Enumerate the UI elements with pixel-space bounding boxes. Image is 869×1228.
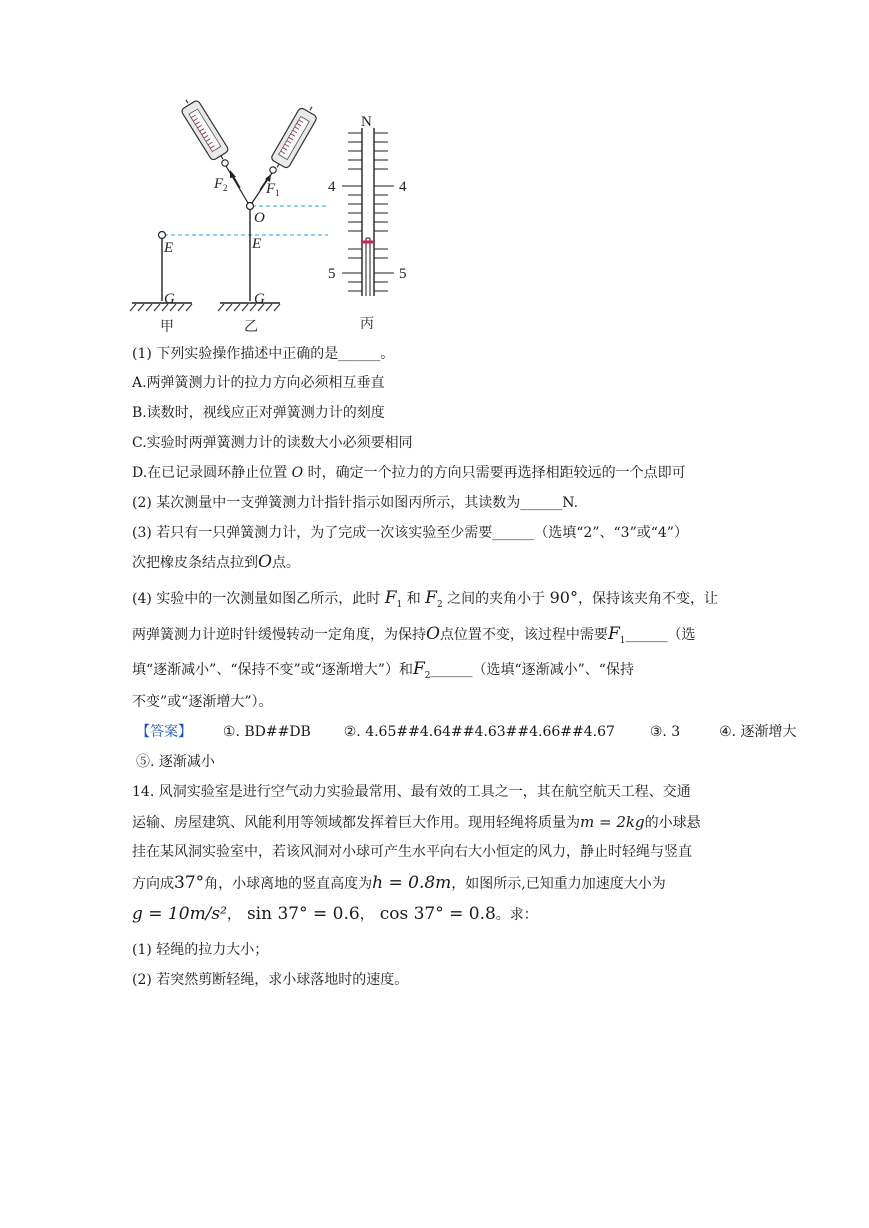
question-4-line2: 两弹簧测力计逆时针缓慢转动一定角度，为保持O点位置不变，该过程中需要$F_1\_\_\_\_\_\_$（选 — [132, 624, 696, 646]
q14-part2: (2) 若突然剪断轻绳，求小球落地时的速度。 — [132, 972, 409, 988]
label-O: O — [254, 210, 265, 226]
answer-2: ②. 4.65##4.64##4.63##4.66##4.67 — [343, 724, 615, 740]
question-2: (2) 某次测量中一支弹簧测力计指针指示如图丙所示，其读数为______N. — [132, 495, 579, 511]
q14-part1: (1) 轻绳的拉力大小； — [132, 942, 269, 958]
question-3-line1: (3) 若只有一只弹簧测力计，为了完成一次该实验至少需要______（选填“2”、“3”或“4”） — [132, 525, 688, 541]
q14-line4: 方向成37°角，小球离地的竖直高度为h = 0.8m，如图所示,已知重力加速度大小为 — [132, 873, 666, 893]
option-c: C.实验时两弹簧测力计的读数大小必须要相同 — [132, 435, 413, 451]
answer-4: ④. 逐渐增大 — [719, 724, 797, 740]
q14-line3: 挂在某风洞实验室中，若该风洞对小球可产生水平向右大小恒定的风力，静止时轻绳与竖直 — [132, 844, 692, 860]
label-bing: 丙 — [360, 316, 374, 332]
label-F2-sub: 2 — [223, 183, 228, 193]
label-F1-sub: 1 — [275, 188, 280, 198]
question-4-line3: 填“逐渐减小”、“保持不变”或“逐渐增大”）和$F_2\_\_\_\_\_\_$（选填“逐渐减小”、“保持 — [132, 659, 634, 681]
label-F1: F — [266, 181, 276, 197]
q14-line2: 运输、房屋建筑、风能利用等领域都发挥着巨大作用。现用轻绳将质量为m = 2kg的小球悬 — [132, 813, 701, 831]
tick-4-right: 4 — [399, 179, 407, 195]
label-E-yi: E — [252, 236, 262, 252]
q14-line5: g = 10m/s²， sin 37° = 0.6， cos 37° = 0.8。求： — [132, 904, 538, 924]
question-1: (1) 下列实验操作描述中正确的是______。 — [132, 346, 395, 362]
option-d: D.在已记录圆环静止位置 O 时，确定一个拉力的方向只需要再选择相距较远的一个点即可 — [132, 465, 686, 481]
q14-line1: 14. 风洞实验室是进行空气动力实验最常用、最有效的工具之一，其在航空航天工程、交通 — [132, 784, 691, 800]
experiment-figure — [128, 98, 418, 334]
tick-4-left: 4 — [328, 179, 336, 195]
experiment-diagram — [128, 98, 418, 334]
label-N: N — [361, 114, 372, 130]
label-G-jia: G — [164, 291, 175, 307]
spring-scale-right — [268, 102, 320, 173]
spring-scale-left — [177, 98, 231, 164]
question-3-line2: 次把橡皮条结点拉到O点。 — [132, 552, 300, 572]
answer-5: ⑤. 逐渐减小 — [136, 754, 215, 770]
answer-3: ③. 3 — [649, 724, 681, 740]
question-4-line4: 不变”或“逐渐增大”）。 — [132, 694, 273, 710]
label-G-yi: G — [254, 291, 265, 307]
tick-5-left: 5 — [328, 266, 336, 282]
answer-line1 — [136, 722, 797, 742]
question-4-line1: (4) 实验中的一次测量如图乙所示，此时 $F_1$ 和 $F_2$ 之间的夹角小于 90°，保持该夹角不变，让 — [132, 588, 718, 610]
label-jia: 甲 — [160, 319, 174, 334]
answer-tag: 【答案】 — [136, 724, 192, 740]
label-yi: 乙 — [244, 319, 258, 334]
option-b: B.读数时，视线应正对弹簧测力计的刻度 — [132, 405, 385, 421]
option-a: A.两弹簧测力计的拉力方向必须相互垂直 — [132, 375, 385, 391]
label-F2: F — [214, 176, 224, 192]
setup-jia — [130, 232, 192, 312]
setup-yi — [177, 98, 320, 311]
label-E-jia: E — [164, 240, 174, 256]
tick-5-right: 5 — [399, 266, 407, 282]
answer-1: ①. BD##DB — [222, 724, 311, 740]
scale-bing — [342, 128, 394, 296]
